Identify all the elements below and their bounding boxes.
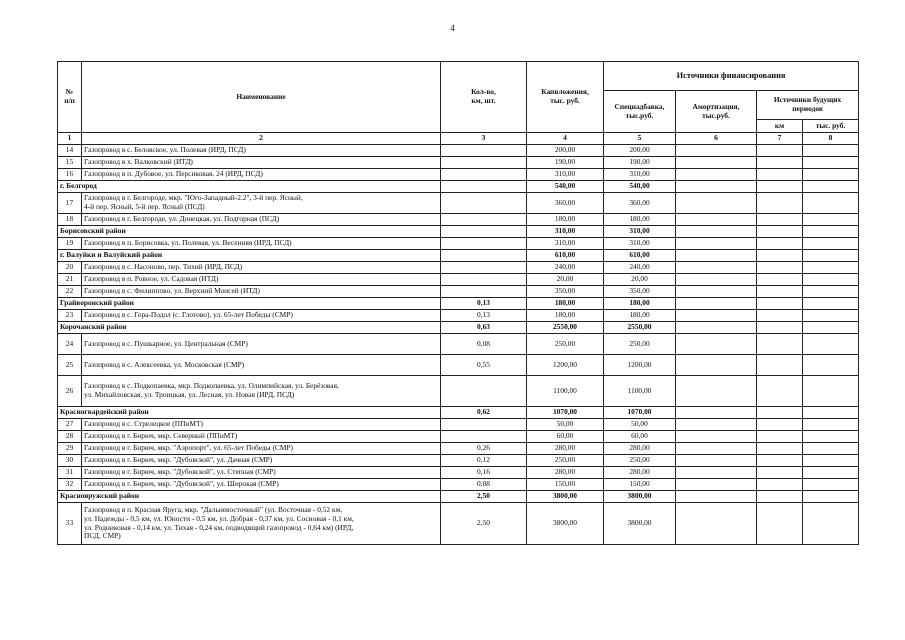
row-num: 15: [58, 157, 82, 169]
row-future-km: [757, 376, 803, 407]
row-invest: 350,00: [527, 286, 604, 298]
row-surcharge: 50,00: [604, 419, 676, 431]
group-name: Борисовский район: [58, 226, 441, 238]
row-qty: [441, 286, 527, 298]
row-invest: 60,00: [527, 431, 604, 443]
row-surcharge: 280,00: [604, 467, 676, 479]
row-future-rub: [803, 376, 859, 407]
row-amortization: [676, 355, 757, 376]
row-future-km: [757, 274, 803, 286]
row-qty: [441, 274, 527, 286]
row-future-rub: [803, 334, 859, 355]
group-name: Красногвардейский район: [58, 407, 441, 419]
header-name: Наименование: [82, 62, 441, 133]
col-number: 7: [757, 133, 803, 145]
group-amortization: [676, 491, 757, 503]
row-name: Газопровод в с. Беловское, ул. Полевая (ИРД, ПСД): [82, 145, 441, 157]
group-surcharge: 310,00: [604, 226, 676, 238]
group-future-rub: [803, 181, 859, 193]
table-row: [58, 157, 859, 169]
group-qty: [441, 181, 527, 193]
group-row: [58, 250, 859, 262]
table-row: [58, 262, 859, 274]
table-row: [58, 310, 859, 322]
table-row: [58, 238, 859, 250]
col-number: 3: [441, 133, 527, 145]
row-name: Газопровод в п. Дубовое, ул. Персиковая, 24 (ИРД, ПСД): [82, 169, 441, 181]
row-qty: 0,26: [441, 443, 527, 455]
row-amortization: [676, 214, 757, 226]
row-future-rub: [803, 214, 859, 226]
row-future-km: [757, 467, 803, 479]
row-num: 25: [58, 355, 82, 376]
row-num: 31: [58, 467, 82, 479]
row-name: Газопровод в п. Борисовка, ул. Полевая, ул. Весенняя (ИРД, ПСД): [82, 238, 441, 250]
row-name: Газопровод в с. Пушкарное, ул. Центральная (СМР): [82, 334, 441, 355]
group-future-km: [757, 491, 803, 503]
row-num: 30: [58, 455, 82, 467]
table-row: [58, 503, 859, 545]
row-amortization: [676, 419, 757, 431]
col-number: 8: [803, 133, 859, 145]
group-name: Грайворонский район: [58, 298, 441, 310]
row-name: Газопровод в п. Красная Яруга, мкр. "Дальневосточный" (ул. Восточная - 0,52 км, ул. Надежды - 0,5 км, ул. Юности - 0,5 км, ул. Добрая - 0,37 км, ул. Сосновая - 0,1 км, ул. Родниковая - 0,14 км, ул. Тихая - 0,24 км, подводящий газопровод - 0,64 км) (ИРД, ПСД, СМР): [82, 503, 441, 545]
row-future-rub: [803, 443, 859, 455]
row-surcharge: 150,00: [604, 479, 676, 491]
row-amortization: [676, 238, 757, 250]
row-future-km: [757, 310, 803, 322]
table-row: [58, 479, 859, 491]
row-qty: 0,13: [441, 310, 527, 322]
row-num: 23: [58, 310, 82, 322]
row-future-km: [757, 169, 803, 181]
page-number: 4: [450, 23, 455, 33]
row-qty: [441, 169, 527, 181]
row-amortization: [676, 479, 757, 491]
row-future-km: [757, 334, 803, 355]
row-invest: 280,00: [527, 467, 604, 479]
group-surcharge: 540,00: [604, 181, 676, 193]
group-row: [58, 181, 859, 193]
group-future-rub: [803, 491, 859, 503]
header-row-1: [58, 62, 859, 91]
group-surcharge: 610,00: [604, 250, 676, 262]
row-qty: [441, 419, 527, 431]
row-amortization: [676, 467, 757, 479]
row-qty: 0,12: [441, 455, 527, 467]
row-invest: 250,00: [527, 455, 604, 467]
group-invest: 310,00: [527, 226, 604, 238]
row-future-km: [757, 431, 803, 443]
row-invest: 20,00: [527, 274, 604, 286]
row-invest: 250,00: [527, 334, 604, 355]
group-future-rub: [803, 407, 859, 419]
table-row: [58, 274, 859, 286]
group-amortization: [676, 226, 757, 238]
col-number: 5: [604, 133, 676, 145]
table-row: [58, 355, 859, 376]
row-future-km: [757, 355, 803, 376]
row-surcharge: 1100,00: [604, 376, 676, 407]
row-amortization: [676, 169, 757, 181]
row-surcharge: 60,00: [604, 431, 676, 443]
header-qty: Кол-во, км, шт.: [441, 62, 527, 133]
group-invest: 1070,00: [527, 407, 604, 419]
row-invest: 190,00: [527, 157, 604, 169]
group-future-rub: [803, 250, 859, 262]
row-invest: 180,00: [527, 310, 604, 322]
group-amortization: [676, 250, 757, 262]
row-future-rub: [803, 262, 859, 274]
header-thous-rub: тыс. руб.: [803, 120, 859, 133]
row-qty: [441, 238, 527, 250]
row-invest: 240,00: [527, 262, 604, 274]
row-invest: 1200,00: [527, 355, 604, 376]
col-number: 4: [527, 133, 604, 145]
group-amortization: [676, 407, 757, 419]
row-amortization: [676, 455, 757, 467]
row-future-km: [757, 455, 803, 467]
row-surcharge: 350,00: [604, 286, 676, 298]
row-invest: 1100,00: [527, 376, 604, 407]
row-invest: 310,00: [527, 169, 604, 181]
row-future-rub: [803, 169, 859, 181]
row-num: 22: [58, 286, 82, 298]
row-invest: 150,00: [527, 479, 604, 491]
col-number: 2: [82, 133, 441, 145]
row-qty: 0,08: [441, 334, 527, 355]
row-surcharge: 280,00: [604, 443, 676, 455]
row-future-rub: [803, 419, 859, 431]
group-surcharge: 3800,00: [604, 491, 676, 503]
row-future-rub: [803, 479, 859, 491]
row-qty: [441, 376, 527, 407]
table-row: [58, 193, 859, 214]
header-amortization: Амортизация, тыс.руб.: [676, 91, 757, 133]
table-row: [58, 419, 859, 431]
row-qty: 0,08: [441, 479, 527, 491]
row-amortization: [676, 193, 757, 214]
row-surcharge: 180,00: [604, 214, 676, 226]
row-surcharge: 250,00: [604, 455, 676, 467]
header-sources: Источники финансирования: [604, 62, 859, 91]
row-num: 33: [58, 503, 82, 545]
row-invest: 280,00: [527, 443, 604, 455]
group-surcharge: 1070,00: [604, 407, 676, 419]
row-future-rub: [803, 355, 859, 376]
row-name: Газопровод в г. Бирюч, мкр. "Дубовской", ул. Дачная (СМР): [82, 455, 441, 467]
row-name: Газопровод в с. Гора-Подол (с. Глотово), ул. 65-лет Победы (СМР): [82, 310, 441, 322]
table-row: [58, 286, 859, 298]
group-name: Краснояружский район: [58, 491, 441, 503]
row-num: 16: [58, 169, 82, 181]
row-surcharge: 310,00: [604, 238, 676, 250]
row-invest: 3800,00: [527, 503, 604, 545]
table-row: [58, 145, 859, 157]
table-row: [58, 334, 859, 355]
row-future-km: [757, 157, 803, 169]
row-future-km: [757, 479, 803, 491]
row-name: Газопровод в с. Филиппово, ул. Верхний Моисей (ИТД): [82, 286, 441, 298]
row-surcharge: 310,00: [604, 169, 676, 181]
row-invest: 200,00: [527, 145, 604, 157]
row-future-rub: [803, 310, 859, 322]
row-invest: 50,00: [527, 419, 604, 431]
row-amortization: [676, 431, 757, 443]
row-surcharge: 250,00: [604, 334, 676, 355]
row-qty: [441, 193, 527, 214]
row-invest: 180,00: [527, 214, 604, 226]
row-qty: [441, 214, 527, 226]
row-num: 26: [58, 376, 82, 407]
row-num: 27: [58, 419, 82, 431]
row-future-km: [757, 193, 803, 214]
row-future-km: [757, 145, 803, 157]
table-row: [58, 443, 859, 455]
row-surcharge: 200,00: [604, 145, 676, 157]
row-surcharge: 180,00: [604, 310, 676, 322]
row-future-rub: [803, 274, 859, 286]
row-name: Газопровод в г. Белгороде, мкр. "Юго-Западный-2.2", 3-й пер. Ясный, 4-й пер. Ясный, 5-й пер. Ясный (ПСД): [82, 193, 441, 214]
group-row: [58, 322, 859, 334]
row-amortization: [676, 334, 757, 355]
row-future-km: [757, 214, 803, 226]
row-amortization: [676, 262, 757, 274]
row-amortization: [676, 274, 757, 286]
row-name: Газопровод в с. Подкопаевка, мкр. Подкопаевка, ул. Олимпийская, ул. Берёзовая, ул. Михайловская, ул. Троицкая, ул. Лесная, ул. Новая (ИРД, ПСД): [82, 376, 441, 407]
row-amortization: [676, 443, 757, 455]
group-invest: 3800,00: [527, 491, 604, 503]
row-future-rub: [803, 455, 859, 467]
row-name: Газопровод в с. Насоново, пер. Тихий (ИРД, ПСД): [82, 262, 441, 274]
table-body: [58, 62, 859, 545]
header-invest: Капвложения, тыс. руб.: [527, 62, 604, 133]
group-qty: [441, 226, 527, 238]
row-name: Газопровод в х. Валковский (ИТД): [82, 157, 441, 169]
row-surcharge: 360,00: [604, 193, 676, 214]
group-future-rub: [803, 298, 859, 310]
group-amortization: [676, 322, 757, 334]
row-future-rub: [803, 431, 859, 443]
group-invest: 180,00: [527, 298, 604, 310]
row-name: Газопровод в с. Стрелецкое (ППиМТ): [82, 419, 441, 431]
table-row: [58, 431, 859, 443]
group-future-km: [757, 407, 803, 419]
group-name: г. Валуйки и Валуйский район: [58, 250, 441, 262]
group-qty: [441, 250, 527, 262]
row-amortization: [676, 310, 757, 322]
row-amortization: [676, 503, 757, 545]
row-future-rub: [803, 503, 859, 545]
group-row: [58, 298, 859, 310]
column-number-row: [58, 133, 859, 145]
row-future-rub: [803, 157, 859, 169]
row-num: 18: [58, 214, 82, 226]
row-num: 24: [58, 334, 82, 355]
group-future-km: [757, 226, 803, 238]
group-row: [58, 491, 859, 503]
group-surcharge: 2550,00: [604, 322, 676, 334]
row-name: Газопровод в г. Бирюч, мкр. "Аэропорт", ул. 65-лет Победы (СМР): [82, 443, 441, 455]
row-num: 19: [58, 238, 82, 250]
row-qty: [441, 157, 527, 169]
group-amortization: [676, 181, 757, 193]
group-row: [58, 226, 859, 238]
row-qty: 2,50: [441, 503, 527, 545]
row-future-rub: [803, 193, 859, 214]
group-name: Корочанский район: [58, 322, 441, 334]
row-future-km: [757, 419, 803, 431]
row-surcharge: 20,00: [604, 274, 676, 286]
row-amortization: [676, 286, 757, 298]
row-future-km: [757, 262, 803, 274]
row-name: Газопровод в г. Белгороде, ул. Донецкая, ул. Подгорная (ПСД): [82, 214, 441, 226]
col-number: 6: [676, 133, 757, 145]
row-surcharge: 3800,00: [604, 503, 676, 545]
group-future-rub: [803, 226, 859, 238]
group-qty: 0,13: [441, 298, 527, 310]
group-invest: 2550,00: [527, 322, 604, 334]
group-qty: 0,63: [441, 322, 527, 334]
row-amortization: [676, 376, 757, 407]
group-row: [58, 407, 859, 419]
header-num: № п/п: [58, 62, 82, 133]
row-future-rub: [803, 467, 859, 479]
row-num: 32: [58, 479, 82, 491]
row-future-km: [757, 443, 803, 455]
group-amortization: [676, 298, 757, 310]
row-future-km: [757, 238, 803, 250]
table-row: [58, 169, 859, 181]
group-qty: 2,50: [441, 491, 527, 503]
row-qty: [441, 262, 527, 274]
row-num: 14: [58, 145, 82, 157]
table-row: [58, 214, 859, 226]
row-qty: 0,16: [441, 467, 527, 479]
row-num: 29: [58, 443, 82, 455]
row-name: Газопровод в п. Ровное, ул. Садовая (ИТД): [82, 274, 441, 286]
table-row: [58, 376, 859, 407]
row-future-km: [757, 286, 803, 298]
col-number: 1: [58, 133, 82, 145]
group-surcharge: 180,00: [604, 298, 676, 310]
group-invest: 610,00: [527, 250, 604, 262]
row-surcharge: 1200,00: [604, 355, 676, 376]
row-invest: 310,00: [527, 238, 604, 250]
financing-table: [57, 61, 859, 545]
row-surcharge: 190,00: [604, 157, 676, 169]
row-future-rub: [803, 238, 859, 250]
group-future-km: [757, 322, 803, 334]
row-num: 21: [58, 274, 82, 286]
group-future-rub: [803, 322, 859, 334]
group-future-km: [757, 250, 803, 262]
header-surcharge: Спецнадбавка, тыс.руб.: [604, 91, 676, 133]
group-invest: 540,00: [527, 181, 604, 193]
row-qty: [441, 145, 527, 157]
group-qty: 0,62: [441, 407, 527, 419]
row-future-rub: [803, 286, 859, 298]
header-future-sources: Источники будущих периодов: [757, 91, 859, 120]
row-surcharge: 240,00: [604, 262, 676, 274]
group-future-km: [757, 181, 803, 193]
row-name: Газопровод в г. Бирюч, мкр. Северный (ППиМТ): [82, 431, 441, 443]
row-future-rub: [803, 145, 859, 157]
row-name: Газопровод в г. Бирюч, мкр. "Дубовской", ул. Широкая (СМР): [82, 479, 441, 491]
row-qty: 0,55: [441, 355, 527, 376]
row-qty: [441, 431, 527, 443]
row-name: Газопровод в с. Алексеевка, ул. Московская (СМР): [82, 355, 441, 376]
table-row: [58, 455, 859, 467]
table-row: [58, 467, 859, 479]
row-num: 28: [58, 431, 82, 443]
row-num: 20: [58, 262, 82, 274]
row-invest: 360,00: [527, 193, 604, 214]
row-amortization: [676, 157, 757, 169]
group-future-km: [757, 298, 803, 310]
row-num: 17: [58, 193, 82, 214]
row-amortization: [676, 145, 757, 157]
row-future-km: [757, 503, 803, 545]
group-name: г. Белгород: [58, 181, 441, 193]
header-km: км: [757, 120, 803, 133]
row-name: Газопровод в г. Бирюч, мкр. "Дубовской", ул. Степная (СМР): [82, 467, 441, 479]
